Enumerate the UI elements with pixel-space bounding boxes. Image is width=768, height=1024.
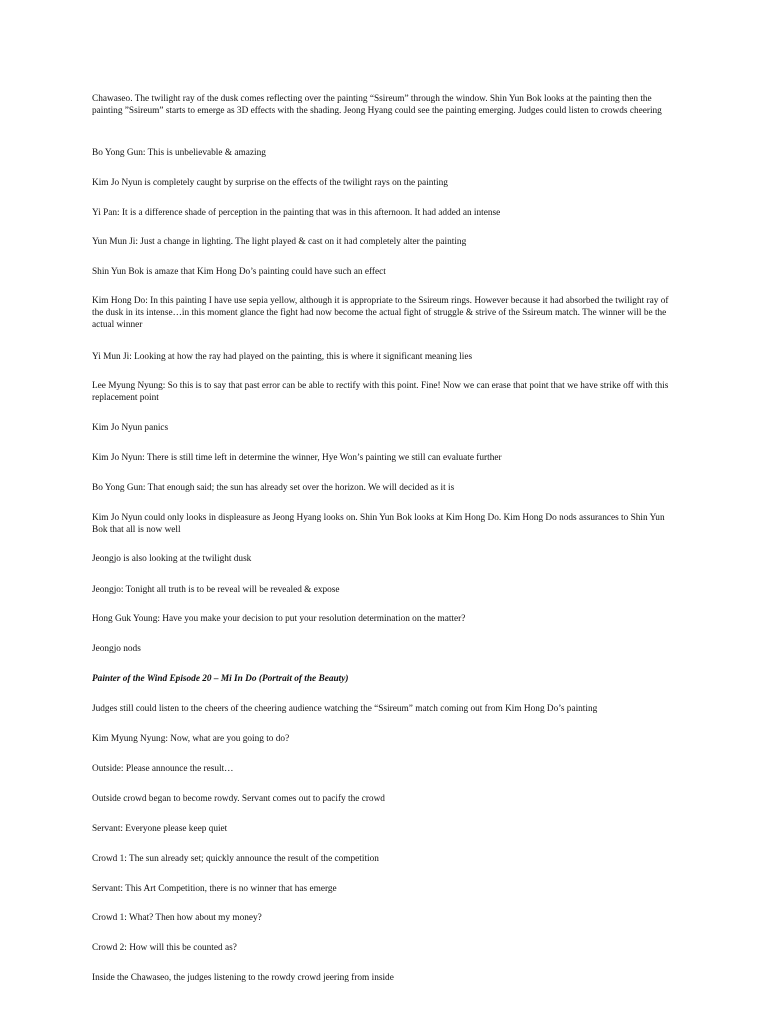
paragraph: Kim Jo Nyun could only looks in displeasure as Jeong Hyang looks on. Shin Yun Bok looks at Kim Hong Do. Kim Hong Do nods assurances to Shin Yun Bok that all is now well bbox=[92, 513, 665, 535]
paragraph: Servant: This Art Competition, there is no winner that has emerge bbox=[92, 884, 337, 894]
paragraph: Kim Jo Nyun: There is still time left in determine the winner, Hye Won’s painting we still can evaluate further bbox=[92, 453, 502, 463]
paragraph: Shin Yun Bok is amaze that Kim Hong Do’s painting could have such an effect bbox=[92, 267, 386, 277]
paragraph: Yi Mun Ji: Looking at how the ray had played on the painting, this is where it significant meaning lies bbox=[92, 352, 473, 362]
paragraph: Kim Hong Do: In this painting I have use sepia yellow, although it is appropriate to the Ssireum rings. However because it had absorbed the twilight ray of the dusk in its intense…in this moment glance the fight had now become the actual fight of struggle & strive of the Ssireum match. The winner will be the actual winner bbox=[92, 296, 669, 330]
paragraph: Lee Myung Nyung: So this is to say that past error can be able to rectify with this point. Fine! Now we can erase that point that we have strike off with this replacement point bbox=[92, 381, 669, 403]
section-heading: Painter of the Wind Episode 20 – Mi In Do (Portrait of the Beauty) bbox=[92, 674, 349, 684]
paragraph: Crowd 1: What? Then how about my money? bbox=[92, 913, 262, 923]
paragraph: Jeongjo nods bbox=[92, 644, 141, 654]
paragraph: Kim Jo Nyun is completely caught by surprise on the effects of the twilight rays on the painting bbox=[92, 178, 448, 188]
paragraph: Jeongjo: Tonight all truth is to be reveal will be revealed & expose bbox=[92, 585, 340, 595]
paragraph: Bo Yong Gun: That enough said; the sun has already set over the horizon. We will decided as it is bbox=[92, 483, 455, 493]
paragraph: Jeongjo is also looking at the twilight dusk bbox=[92, 554, 252, 564]
paragraph: Yi Pan: It is a difference shade of perception in the painting that was in this afternoon. It had added an intense bbox=[92, 208, 501, 218]
paragraph: Bo Yong Gun: This is unbelievable & amazing bbox=[92, 148, 266, 158]
paragraph: Outside: Please announce the result… bbox=[92, 764, 234, 774]
paragraph: Crowd 2: How will this be counted as? bbox=[92, 943, 237, 953]
paragraph: Crowd 1: The sun already set; quickly announce the result of the competition bbox=[92, 854, 379, 864]
paragraph: Chawaseo. The twilight ray of the dusk comes reflecting over the painting “Ssireum” through the window. Shin Yun Bok looks at the painting then the painting ”Ssireum” starts to emerge as 3D effects with the shading. Jeong Hyang could see the painting emerging. Judges could listen to crowds cheering bbox=[92, 94, 662, 116]
paragraph: Kim Myung Nyung: Now, what are you going to do? bbox=[92, 734, 290, 744]
paragraph: Outside crowd began to become rowdy. Servant comes out to pacify the crowd bbox=[92, 794, 385, 804]
paragraph: Servant: Everyone please keep quiet bbox=[92, 824, 228, 834]
paragraph: Kim Jo Nyun panics bbox=[92, 423, 169, 433]
paragraph: Yun Mun Ji: Just a change in lighting. The light played & cast on it had completely alter the painting bbox=[92, 237, 467, 247]
paragraph: Judges still could listen to the cheers of the cheering audience watching the “Ssireum” match coming out from Kim Hong Do’s painting bbox=[92, 704, 598, 714]
paragraph: Inside the Chawaseo, the judges listening to the rowdy crowd jeering from inside bbox=[92, 973, 394, 983]
paragraph: Hong Guk Young: Have you make your decision to put your resolution determination on the matter? bbox=[92, 614, 466, 624]
